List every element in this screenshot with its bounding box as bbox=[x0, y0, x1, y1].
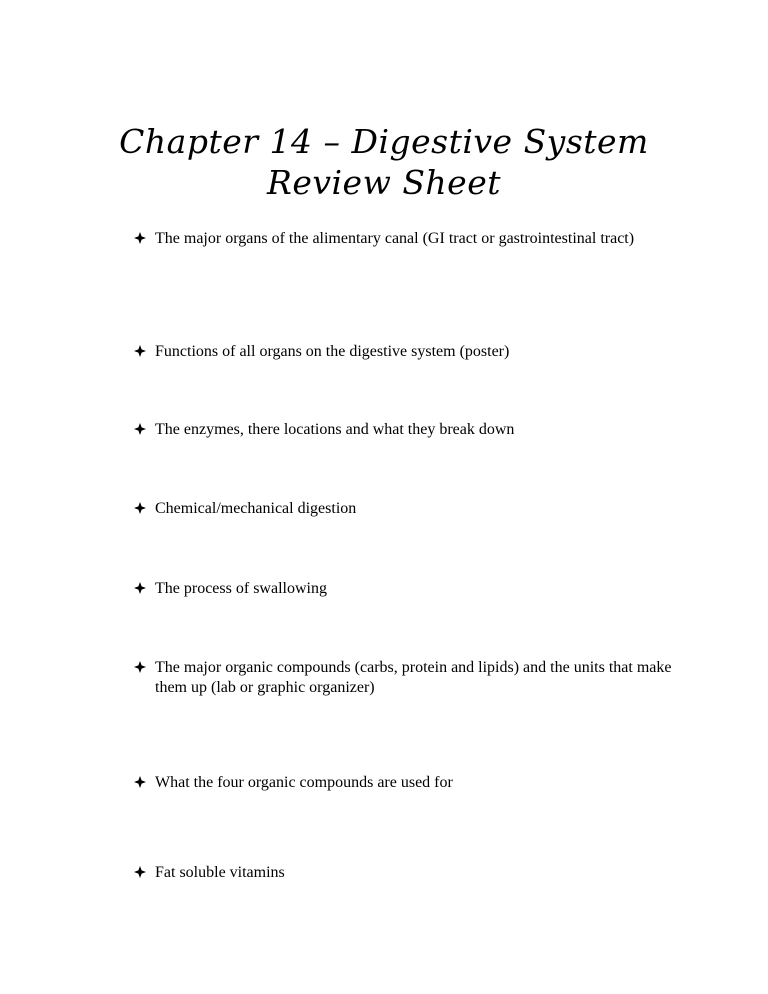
diamond-bullet-icon bbox=[134, 776, 146, 788]
list-item bbox=[134, 863, 694, 883]
list-item-text: The process of swallowing bbox=[155, 580, 327, 597]
list-item bbox=[134, 342, 694, 362]
list-item-text: What the four organic compounds are used for bbox=[155, 774, 453, 791]
list-item-text: Chemical/mechanical digestion bbox=[155, 500, 357, 517]
diamond-bullet-icon bbox=[134, 866, 146, 878]
list-item bbox=[134, 420, 694, 440]
diamond-bullet-icon bbox=[134, 582, 146, 594]
list-item-text: The major organs of the alimentary canal (GI tract or gastrointestinal tract) bbox=[155, 230, 635, 247]
list-item-text: Functions of all organs on the digestive system (poster) bbox=[155, 343, 510, 360]
diamond-bullet-icon bbox=[134, 423, 146, 435]
list-item bbox=[134, 499, 694, 519]
diamond-bullet-icon bbox=[134, 661, 146, 673]
diamond-bullet-icon bbox=[134, 345, 146, 357]
list-item bbox=[134, 658, 694, 698]
list-item-text: The enzymes, there locations and what they break down bbox=[155, 421, 515, 438]
list-item-text: The major organic compounds (carbs, protein and lipids) and the units that make them up (lab or graphic organizer) bbox=[155, 659, 672, 696]
page-title: Chapter 14 – Digestive System bbox=[119, 122, 649, 161]
list-item bbox=[134, 773, 694, 793]
list-item bbox=[134, 579, 694, 599]
diamond-bullet-icon bbox=[134, 502, 146, 514]
page-subtitle: Review Sheet bbox=[266, 163, 502, 202]
list-item bbox=[134, 229, 694, 249]
list-item-text: Fat soluble vitamins bbox=[155, 864, 285, 881]
diamond-bullet-icon bbox=[134, 232, 146, 244]
